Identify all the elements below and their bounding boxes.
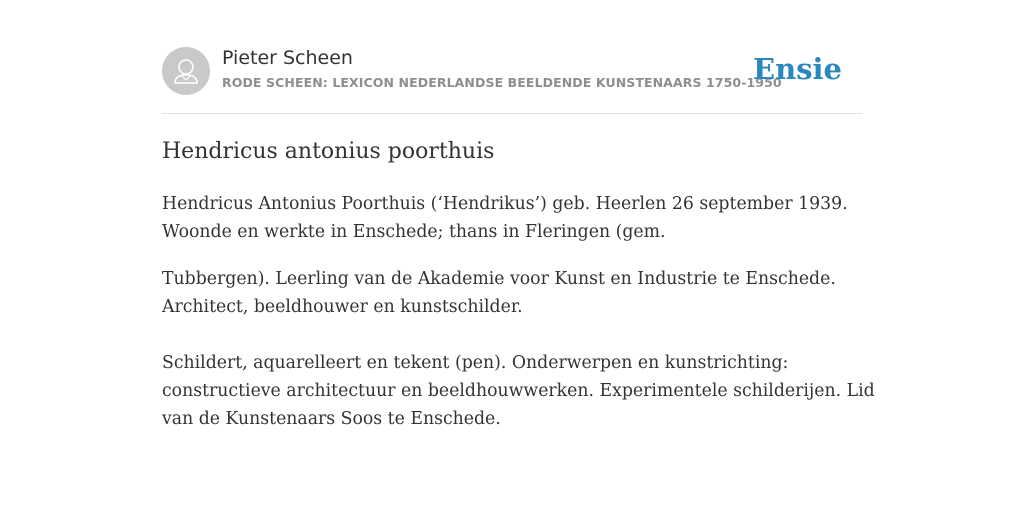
- text-line: constructieve architectuur en beeldhouwwerken. Experimentele schilderijen. Lid: [162, 381, 875, 401]
- paragraph: [162, 190, 862, 246]
- entry-title: Hendricus antonius poorthuis: [162, 139, 495, 164]
- author-name[interactable]: Pieter Scheen: [222, 47, 353, 69]
- entry-header: [162, 44, 862, 114]
- text-line: Schildert, aquarelleert en tekent (pen). Onderwerpen en kunstrichting:: [162, 353, 789, 373]
- entry-body: [162, 190, 875, 452]
- text-line: van de Kunstenaars Soos te Enschede.: [162, 409, 501, 429]
- paragraph: [162, 349, 875, 433]
- brand-logo[interactable]: Ensie: [753, 52, 842, 86]
- text-line: Woonde en werkte in Enschede; thans in Fleringen (gem.: [162, 222, 666, 242]
- source-title[interactable]: RODE SCHEEN: LEXICON NEDERLANDSE BEELDENDE KUNSTENAARS 1750-1950: [222, 75, 782, 90]
- user-icon: [162, 47, 210, 95]
- author-avatar[interactable]: [162, 47, 210, 95]
- text-line: Tubbergen). Leerling van de Akademie voor Kunst en Industrie te Enschede.: [162, 269, 836, 289]
- text-line: Hendricus Antonius Poorthuis (‘Hendrikus’) geb. Heerlen 26 september 1939.: [162, 194, 848, 214]
- text-line: Architect, beeldhouwer en kunstschilder.: [162, 297, 523, 317]
- paragraph: [162, 265, 862, 321]
- entry-card: [162, 44, 875, 429]
